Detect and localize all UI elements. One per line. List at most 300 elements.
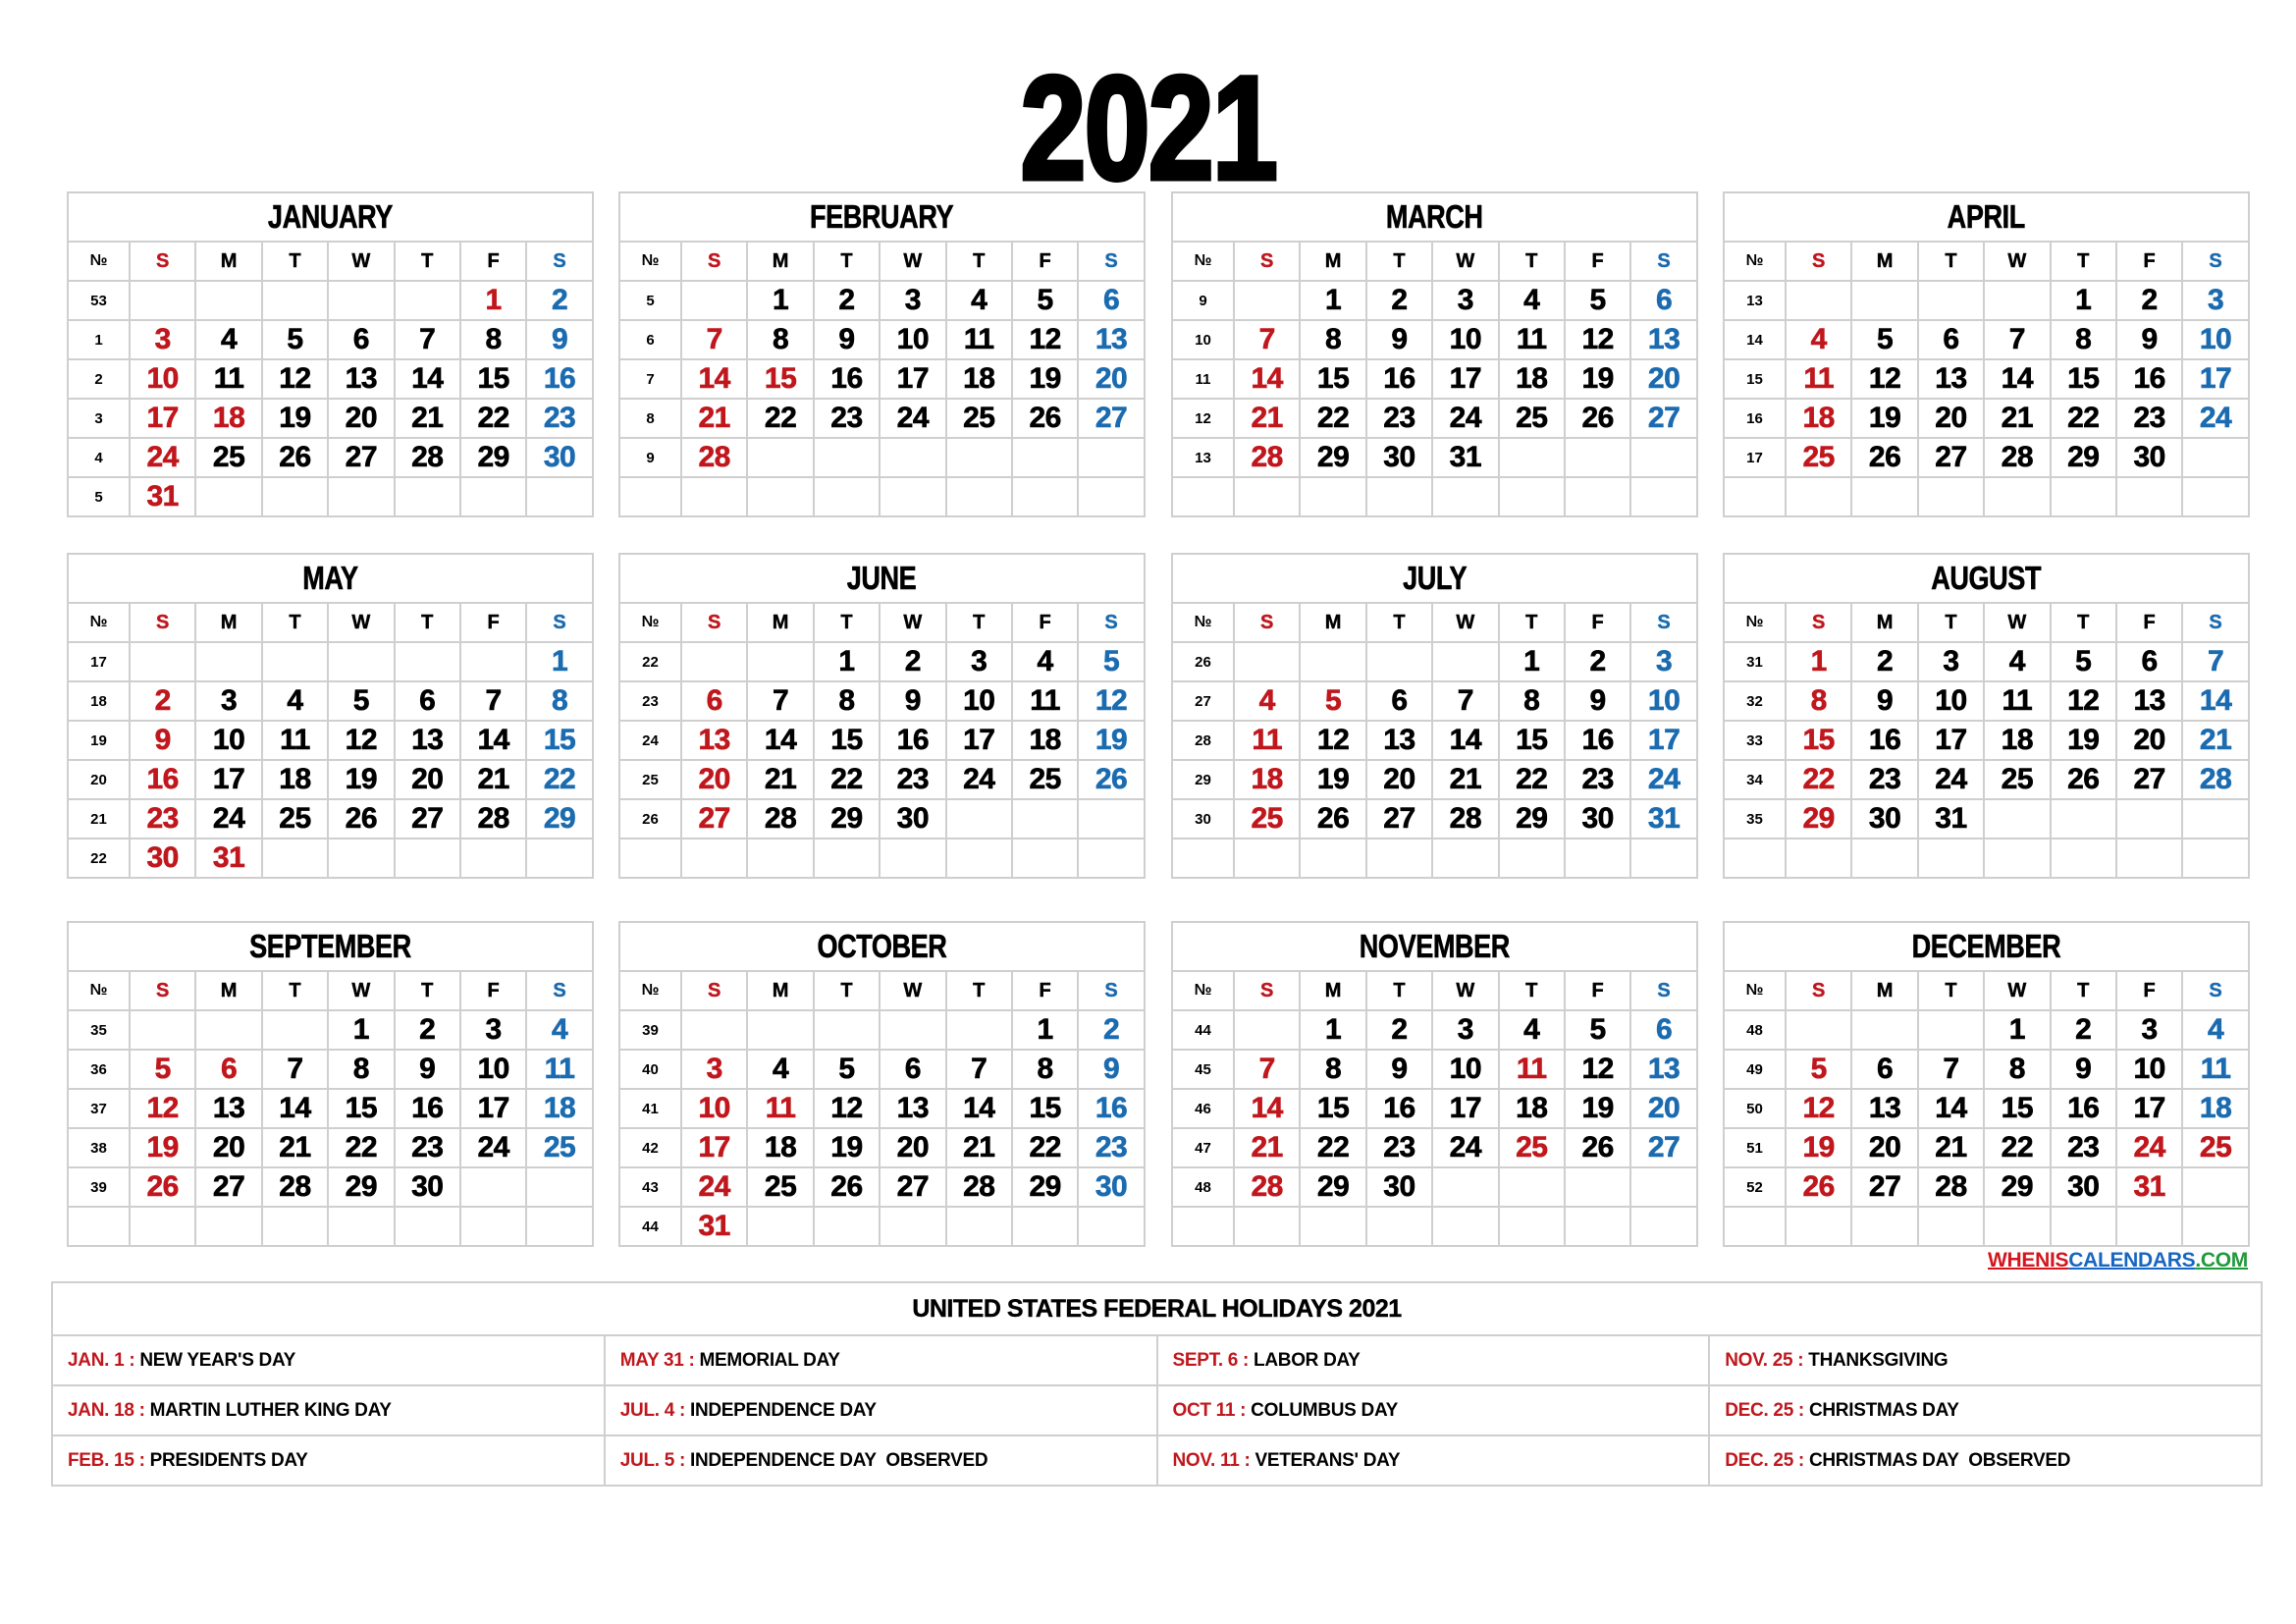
day-cell: 1 [2051,281,2116,320]
week-row [68,1089,593,1128]
week-number: 16 [1724,399,1786,438]
week-row [1172,839,1697,878]
week-row [1724,320,2249,359]
empty-cell [1724,839,1786,878]
day-cell: 15 [2051,359,2116,399]
week-row [619,839,1145,878]
day-cell: 16 [395,1089,460,1128]
month-name-cell [1172,922,1697,971]
day-cell: 20 [1851,1128,1917,1167]
day-cell: 7 [1234,1050,1300,1089]
weekday-header: T [262,971,328,1010]
holiday-date: DEC. 25 : [1725,1399,1804,1421]
day-cell: 14 [395,359,460,399]
day-cell: 9 [1078,1050,1144,1089]
weekday-header: T [2051,971,2116,1010]
day-cell: 27 [681,799,747,839]
week-number-header: № [1172,242,1234,281]
week-row [619,1010,1145,1050]
day-cell: 12 [1300,721,1365,760]
month-name: OCTOBER [817,928,947,964]
day-cell: 14 [681,359,747,399]
day-cell: 15 [1786,721,1851,760]
day-cell: 17 [130,399,195,438]
week-number: 29 [1172,760,1234,799]
holidays-row [52,1435,2262,1486]
holiday-date: JAN. 18 : [68,1399,145,1421]
month-april [1723,191,2250,517]
day-cell: 11 [1984,681,2050,721]
weekday-header: S [1234,971,1300,1010]
day-cell: 18 [1012,721,1078,760]
month-name-cell [619,554,1145,603]
day-cell: 19 [130,1128,195,1167]
day-cell: 24 [1918,760,1984,799]
day-cell: 17 [1432,1089,1498,1128]
week-row [68,681,593,721]
day-cell: 15 [814,721,880,760]
empty-cell [814,477,880,516]
empty-cell [395,839,460,878]
month-name-row [1172,922,1697,971]
day-cell: 20 [2116,721,2182,760]
empty-cell [1630,477,1696,516]
holiday-entry [1157,1385,1710,1435]
week-number: 53 [68,281,130,320]
day-cell: 10 [130,359,195,399]
day-cell: 19 [1565,1089,1630,1128]
day-cell: 3 [2182,281,2248,320]
day-cell: 8 [747,320,813,359]
day-cell: 11 [1012,681,1078,721]
day-cell: 27 [195,1167,261,1207]
empty-cell [328,839,394,878]
weekday-header: S [681,971,747,1010]
day-cell: 30 [395,1167,460,1207]
day-cell: 23 [2116,399,2182,438]
weekday-header: T [814,242,880,281]
week-row [619,399,1145,438]
day-cell: 12 [1078,681,1144,721]
day-cell: 23 [1366,399,1432,438]
day-cell: 3 [1630,642,1696,681]
day-cell: 13 [1630,1050,1696,1089]
weekday-header: S [526,242,592,281]
weekday-header: M [195,971,261,1010]
week-row [619,681,1145,721]
week-row [619,281,1145,320]
week-number: 5 [619,281,681,320]
week-row [68,320,593,359]
day-cell: 4 [747,1050,813,1089]
day-cell: 24 [1432,399,1498,438]
empty-cell [747,1010,813,1050]
empty-cell [681,839,747,878]
day-cell: 31 [2116,1167,2182,1207]
holiday-date: OCT 11 : [1172,1399,1247,1421]
month-name-row [1724,554,2249,603]
day-cell: 17 [880,359,945,399]
week-row [68,1167,593,1207]
day-cell: 15 [1300,359,1365,399]
holidays-row [52,1335,2262,1385]
day-cell: 1 [460,281,526,320]
day-cell: 4 [1234,681,1300,721]
weekday-header: T [946,603,1012,642]
day-cell: 11 [2182,1050,2249,1089]
weekday-header: S [1786,971,1851,1010]
empty-cell [395,642,460,681]
day-cell: 17 [1630,721,1696,760]
day-cell: 19 [814,1128,880,1167]
day-cell: 17 [2182,359,2248,399]
empty-cell [1565,1167,1630,1207]
day-cell: 29 [1786,799,1851,839]
holiday-name: CHRISTMAS DAY [1808,1399,1959,1421]
holiday-name: THANKSGIVING [1808,1349,1949,1371]
day-cell: 6 [328,320,394,359]
weekday-header: F [1012,603,1078,642]
week-number: 36 [68,1050,130,1089]
day-cell: 28 [2182,760,2248,799]
day-cell: 16 [1851,721,1917,760]
year-title-text: 2021 [1020,45,1276,210]
weekday-header: S [1630,242,1696,281]
day-cell: 22 [328,1128,394,1167]
day-cell: 4 [1786,320,1851,359]
week-number: 27 [1172,681,1234,721]
day-cell: 23 [2051,1128,2116,1167]
day-cell: 14 [1234,1089,1300,1128]
holidays-table [51,1281,2263,1487]
holiday-entry [1709,1385,2262,1435]
week-row [1172,281,1697,320]
day-cell: 8 [460,320,526,359]
week-row [1172,1167,1697,1207]
empty-cell [1078,438,1144,477]
day-cell: 30 [1565,799,1630,839]
day-cell: 24 [195,799,261,839]
empty-cell [1234,477,1300,516]
week-row [1172,1050,1697,1089]
day-cell: 1 [1984,1010,2050,1050]
day-cell: 29 [1300,438,1365,477]
weekday-header: S [1078,971,1144,1010]
week-row [619,1207,1145,1246]
empty-cell [2182,1167,2249,1207]
empty-cell [1786,281,1851,320]
week-number: 22 [68,839,130,878]
week-number: 19 [68,721,130,760]
month-november [1171,921,1698,1247]
day-cell: 20 [328,399,394,438]
week-number: 38 [68,1128,130,1167]
month-name-cell [1724,192,2249,242]
day-cell: 17 [946,721,1012,760]
day-cell: 9 [395,1050,460,1089]
day-cell: 13 [1630,320,1696,359]
empty-cell [946,839,1012,878]
weekday-header: S [2182,971,2249,1010]
day-cell: 2 [814,281,880,320]
empty-cell [460,1167,526,1207]
day-cell: 26 [1012,399,1078,438]
week-number: 47 [1172,1128,1234,1167]
week-row [1724,1128,2249,1167]
weekday-header: T [262,603,328,642]
day-cell: 15 [1499,721,1565,760]
weekday-header: F [2116,242,2182,281]
week-row [68,1010,593,1050]
day-cell: 24 [2116,1128,2182,1167]
weekday-header: W [328,242,394,281]
empty-cell [1630,1207,1696,1246]
day-cell: 8 [2051,320,2116,359]
month-name-row [1724,922,2249,971]
day-cell: 24 [2182,399,2248,438]
weekday-header: S [1234,242,1300,281]
week-row [619,320,1145,359]
day-cell: 16 [1078,1089,1144,1128]
day-cell: 18 [946,359,1012,399]
week-row [68,359,593,399]
day-cell: 7 [395,320,460,359]
day-cell: 12 [1565,1050,1630,1089]
empty-cell [1565,1207,1630,1246]
week-row [1724,1167,2249,1207]
empty-cell [1724,1207,1786,1246]
day-cell: 1 [1300,281,1365,320]
week-number: 20 [68,760,130,799]
week-number: 9 [1172,281,1234,320]
weekday-header: S [130,603,195,642]
week-number: 39 [68,1167,130,1207]
weekday-header: F [2116,603,2182,642]
week-number: 51 [1724,1128,1786,1167]
day-cell: 14 [946,1089,1012,1128]
month-august [1723,553,2250,879]
week-row [1724,760,2249,799]
day-cell: 10 [1432,1050,1498,1089]
day-cell: 12 [328,721,394,760]
empty-cell [130,642,195,681]
holiday-entry [1157,1335,1710,1385]
day-cell: 24 [681,1167,747,1207]
day-cell: 11 [195,359,261,399]
day-cell: 2 [395,1010,460,1050]
week-number: 39 [619,1010,681,1050]
week-number: 48 [1172,1167,1234,1207]
empty-cell [1786,1207,1851,1246]
day-cell: 18 [1499,359,1565,399]
week-number: 8 [619,399,681,438]
week-number: 1 [68,320,130,359]
weekday-header: M [1851,971,1917,1010]
weekday-header: S [2182,242,2248,281]
weekday-header: S [2182,603,2248,642]
day-cell: 1 [747,281,813,320]
empty-cell [946,438,1012,477]
day-cell: 12 [1786,1089,1851,1128]
empty-cell [1786,1010,1851,1050]
empty-cell [1300,477,1365,516]
day-cell: 3 [1918,642,1984,681]
day-cell: 5 [1300,681,1365,721]
holiday-name: INDEPENDENCE DAY OBSERVED [684,1449,988,1471]
holiday-entry [605,1385,1157,1435]
empty-cell [946,1010,1012,1050]
week-row [619,799,1145,839]
day-cell: 20 [1630,359,1696,399]
month-name-cell [68,192,593,242]
week-number-header: № [619,242,681,281]
day-cell: 31 [195,839,261,878]
week-row [68,438,593,477]
week-number: 26 [1172,642,1234,681]
day-cell: 13 [195,1089,261,1128]
week-row [619,760,1145,799]
week-row [1172,721,1697,760]
empty-cell [1851,839,1917,878]
empty-cell [1786,477,1851,516]
day-cell: 14 [747,721,813,760]
day-cell: 7 [460,681,526,721]
weekday-header: S [1630,971,1696,1010]
weekday-header: F [460,603,526,642]
empty-cell [1432,642,1498,681]
day-cell: 23 [1078,1128,1144,1167]
day-cell: 2 [1851,642,1917,681]
website-logo [1988,1248,2248,1273]
holiday-date: JUL. 4 : [619,1399,685,1421]
day-cell: 16 [526,359,592,399]
week-row [68,799,593,839]
day-cell: 11 [1499,320,1565,359]
week-row [619,1050,1145,1089]
day-cell: 26 [262,438,328,477]
day-cell: 4 [1012,642,1078,681]
day-cell: 22 [1499,760,1565,799]
day-cell: 26 [130,1167,195,1207]
day-cell: 9 [814,320,880,359]
week-row [619,477,1145,516]
day-cell: 8 [526,681,592,721]
day-cell: 23 [1851,760,1917,799]
week-number: 22 [619,642,681,681]
week-number: 14 [1724,320,1786,359]
day-cell: 22 [2051,399,2116,438]
empty-cell [1432,1167,1498,1207]
day-cell: 20 [1918,399,1984,438]
website-part: CALENDARS [2068,1249,2196,1272]
holiday-date: JUL. 5 : [619,1449,685,1471]
day-cell: 6 [1851,1050,1917,1089]
day-cell: 18 [1984,721,2050,760]
week-row [619,438,1145,477]
day-cell: 29 [328,1167,394,1207]
month-name-row [619,192,1145,242]
empty-cell [2182,1207,2249,1246]
day-cell: 4 [1499,281,1565,320]
empty-cell [1499,1207,1565,1246]
day-cell: 10 [2116,1050,2182,1089]
day-cell: 25 [1234,799,1300,839]
empty-cell [1565,477,1630,516]
empty-cell [946,477,1012,516]
empty-cell [681,642,747,681]
weekday-header: M [195,603,261,642]
month-name-cell [68,554,593,603]
day-cell: 6 [2116,642,2182,681]
week-row [1724,839,2249,878]
day-cell: 21 [460,760,526,799]
day-cell: 22 [1300,399,1365,438]
empty-cell [262,839,328,878]
week-number-header: № [1724,603,1786,642]
day-cell: 22 [1786,760,1851,799]
empty-cell [1786,839,1851,878]
weekday-header: T [2051,242,2116,281]
day-cell: 6 [681,681,747,721]
weekday-header: F [1012,242,1078,281]
day-cell: 22 [1984,1128,2050,1167]
week-row [1724,1207,2249,1246]
day-cell: 24 [1432,1128,1498,1167]
week-number: 35 [68,1010,130,1050]
day-cell: 2 [526,281,592,320]
weekday-header: F [1565,971,1630,1010]
day-cell: 7 [1432,681,1498,721]
weekday-header: T [814,971,880,1010]
week-number: 44 [1172,1010,1234,1050]
empty-cell [2182,477,2248,516]
day-cell: 1 [1300,1010,1365,1050]
day-cell: 13 [880,1089,945,1128]
week-row [1172,477,1697,516]
month-name: JANUARY [267,198,393,235]
empty-cell [130,281,195,320]
day-cell: 15 [1984,1089,2050,1128]
week-number: 35 [1724,799,1786,839]
day-cell: 8 [328,1050,394,1089]
day-cell: 22 [747,399,813,438]
month-name-cell [1724,922,2249,971]
week-number: 40 [619,1050,681,1089]
empty-cell [619,839,681,878]
weekday-header: M [1851,603,1917,642]
week-number-header: № [68,971,130,1010]
weekday-header: S [1786,242,1851,281]
day-cell: 18 [1786,399,1851,438]
week-row [1724,477,2249,516]
week-row [68,760,593,799]
day-cell: 14 [1432,721,1498,760]
empty-cell [1172,477,1234,516]
week-number: 7 [619,359,681,399]
month-name-cell [1172,192,1697,242]
day-cell: 15 [1300,1089,1365,1128]
day-cell: 8 [1012,1050,1078,1089]
month-name-row [68,192,593,242]
week-number: 17 [1724,438,1786,477]
day-cell: 10 [460,1050,526,1089]
weekday-header-row [1172,242,1697,281]
month-name-row [619,922,1145,971]
day-cell: 1 [1012,1010,1078,1050]
day-cell: 29 [460,438,526,477]
day-cell: 17 [681,1128,747,1167]
empty-cell [195,477,261,516]
